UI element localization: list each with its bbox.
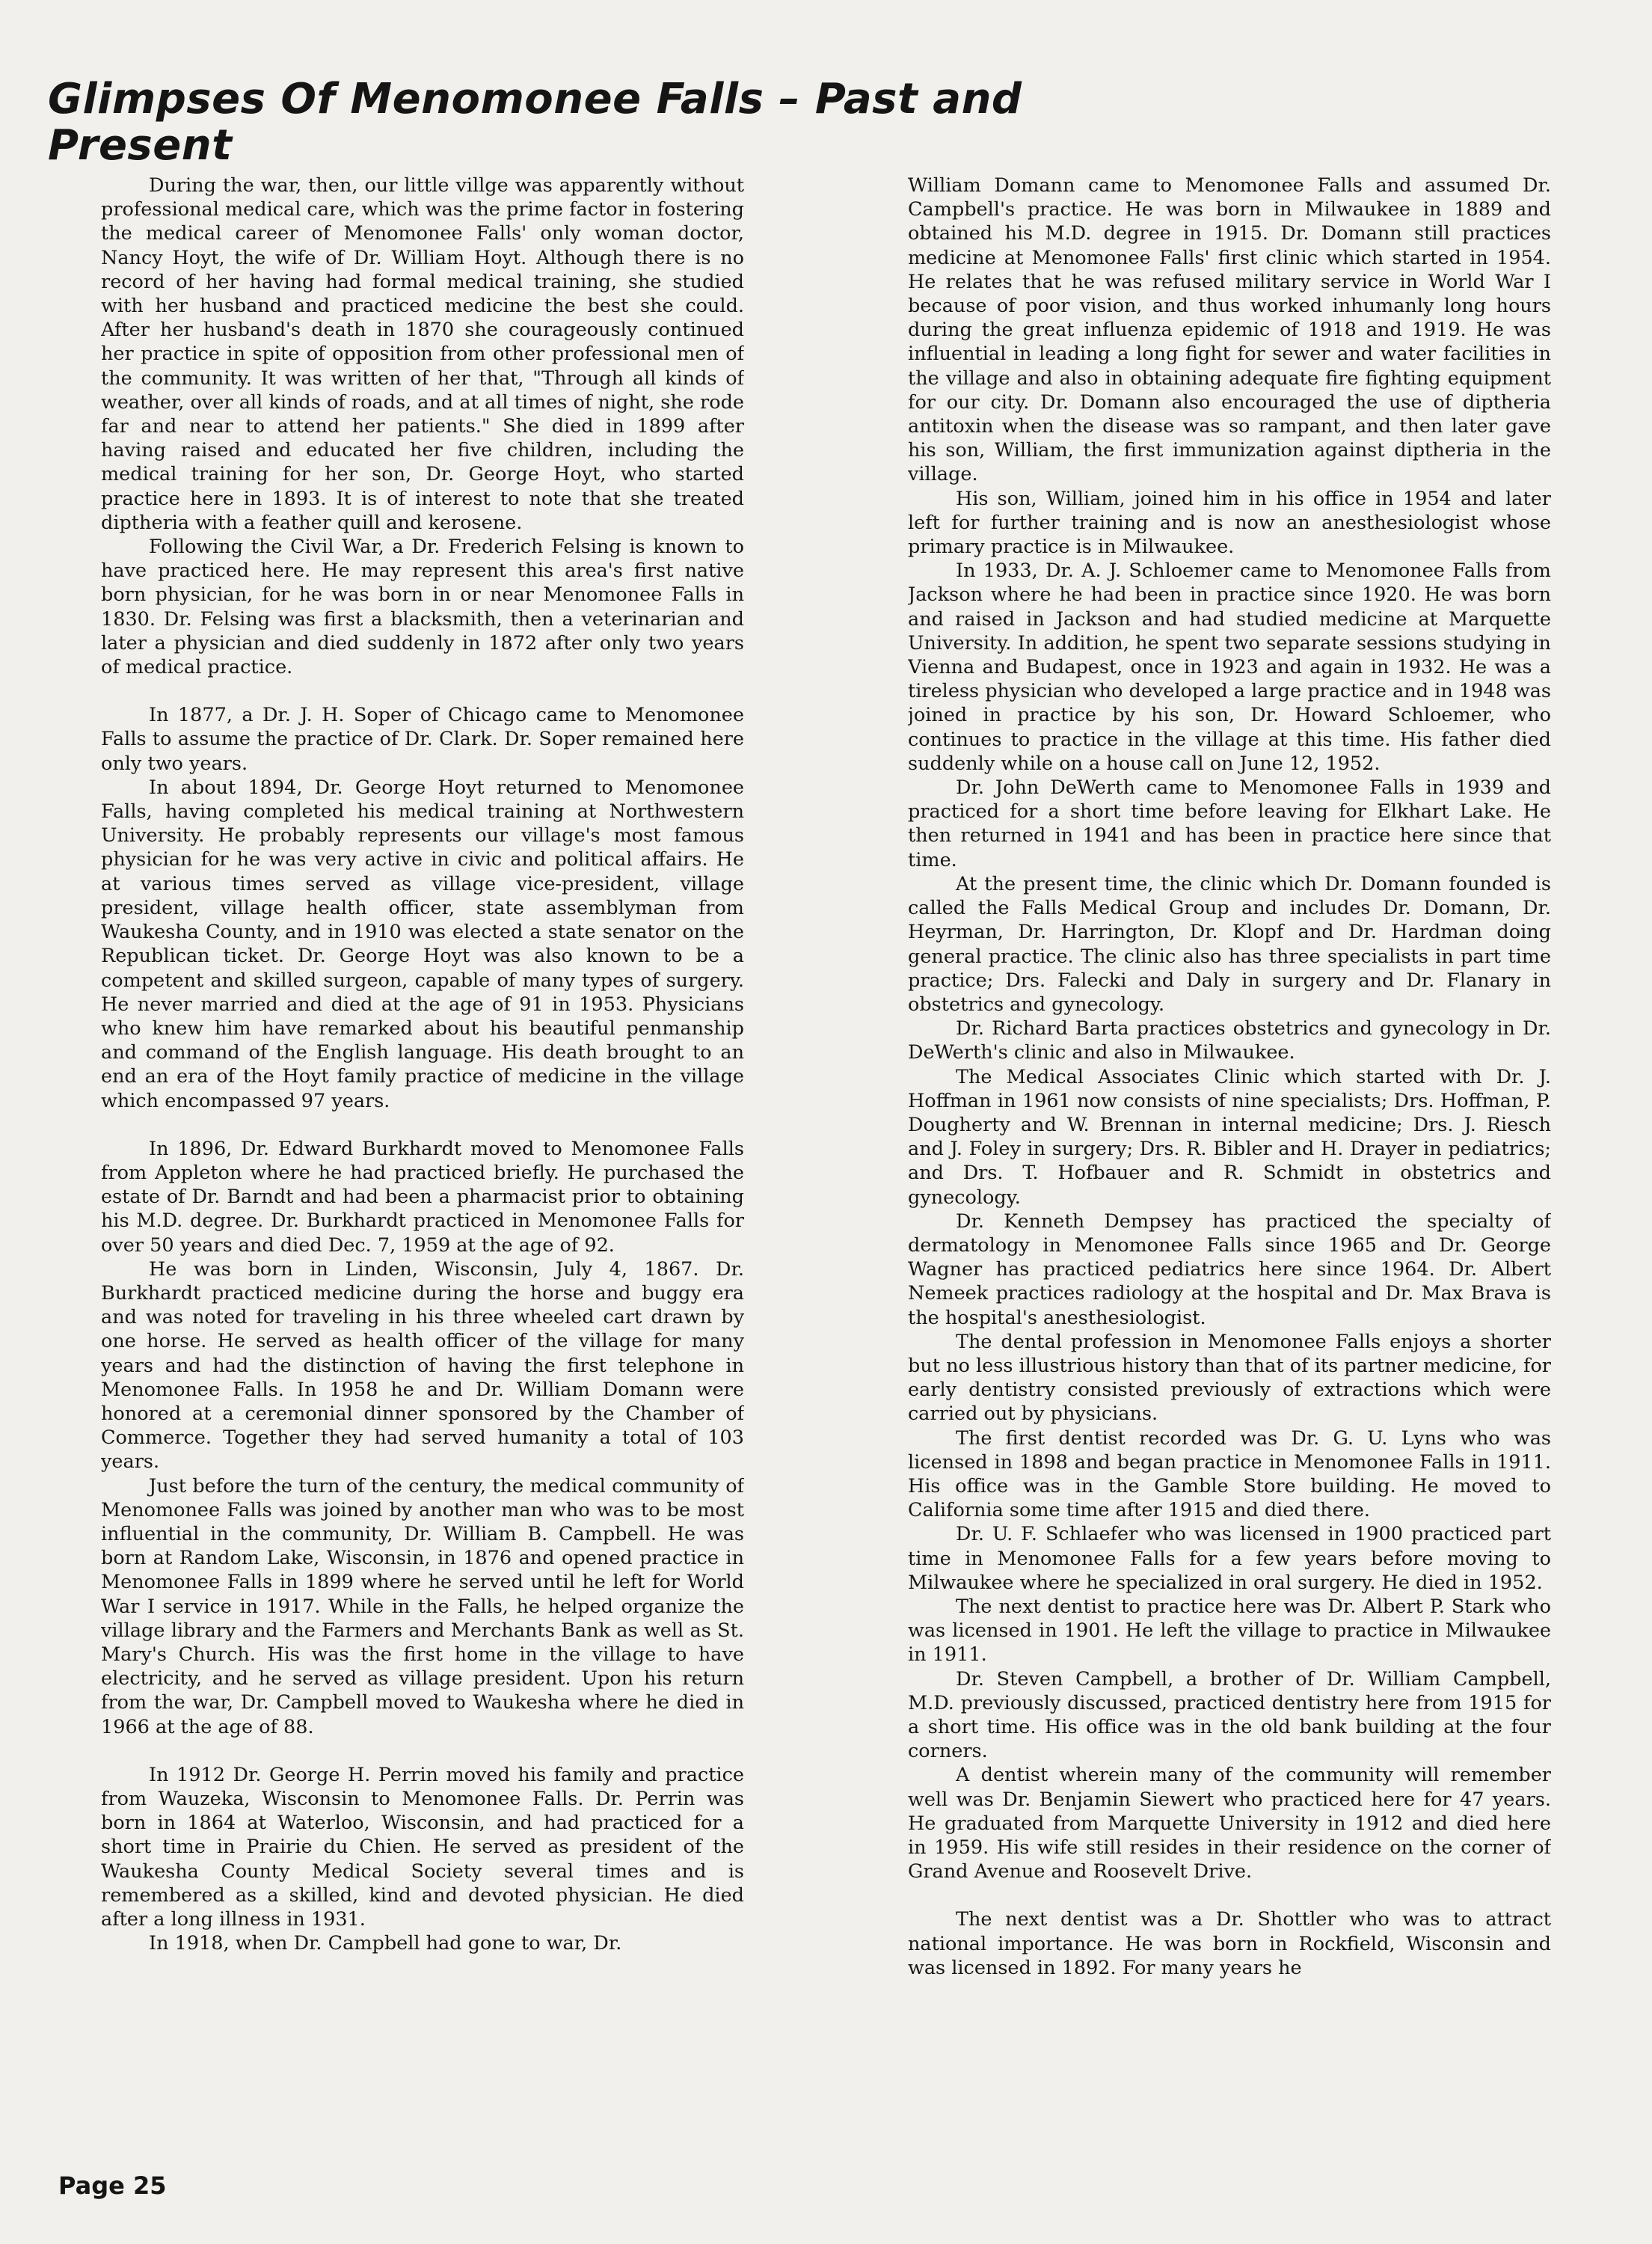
paragraph: The first dentist recorded was Dr. G. U. Lyns who was licensed in 1898 and began practice in Menomonee Falls in 1911. His office was in the Gamble Store building. He moved to California some time after 1915 and died there. xyxy=(908,1426,1551,1522)
paragraph: In 1877, a Dr. J. H. Soper of Chicago came to Menomonee Falls to assume the practice of Dr. Clark. Dr. Soper remained here only two years. xyxy=(101,704,744,775)
paragraph: Dr. Steven Campbell, a brother of Dr. William Campbell, M.D. previously discussed, practiced dentistry here from 1915 for a short time. His office was in the old bank building at the four corners. xyxy=(908,1667,1551,1763)
article-column-left xyxy=(101,174,744,2088)
paragraph: William Domann came to Menomonee Falls and assumed Dr. Campbell's practice. He was born in Milwaukee in 1889 and obtained his M.D. degree in 1915. Dr. Domann still practices medicine at Menomonee Falls' first clinic which started in 1954. He relates that he was refused military service in World War I because of poor vision, and thus worked inhumanly long hours during the great influenza epidemic of 1918 and 1919. He was influential in leading a long fight for sewer and water facilities in the village and also in obtaining adequate fire fighting equipment for our city. Dr. Domann also encouraged the use of diptheria antitoxin when the disease was so rampant, and then later gave his son, William, the first immunization against diptheria in the village. xyxy=(908,174,1551,486)
paragraph: In 1896, Dr. Edward Burkhardt moved to Menomonee Falls from Appleton where he had practiced briefly. He purchased the estate of Dr. Barndt and had been a pharmacist prior to obtaining his M.D. degree. Dr. Burkhardt practiced in Menomonee Falls for over 50 years and died Dec. 7, 1959 at the age of 92. xyxy=(101,1137,744,1257)
paragraph: In 1912 Dr. George H. Perrin moved his family and practice from Wauzeka, Wisconsin to Menomonee Falls. Dr. Perrin was born in 1864 at Waterloo, Wisconsin, and had practiced for a short time in Prairie du Chien. He served as president of the Waukesha County Medical Society several times and is remembered as a skilled, kind and devoted physician. He died after a long illness in 1931. xyxy=(101,1763,744,1931)
paragraph: The dental profession in Menomonee Falls enjoys a shorter but no less illustrious history than that of its partner medicine, for early dentistry consisted previously of extractions which were carried out by physicians. xyxy=(908,1330,1551,1426)
paragraph: In 1918, when Dr. Campbell had gone to war, Dr. xyxy=(149,1932,622,1955)
paragraph: Dr. Richard Barta practices obstetrics and gynecology in Dr. DeWerth's clinic and also in Milwaukee. xyxy=(908,1017,1551,1064)
paragraph: Dr. U. F. Schlaefer who was licensed in 1900 practiced part time in Menomonee Falls for a few years before moving to Milwaukee where he specialized in oral surgery. He died in 1952. xyxy=(908,1523,1551,1594)
paragraph: Just before the turn of the century, the medical community of Menomonee Falls was joined by another man who was to be most influential in the community, Dr. William B. Campbell. He was born at Random Lake, Wisconsin, in 1876 and opened practice in Menomonee Falls in 1899 where he served until he left for World War I service in 1917. While in the Falls, he helped organize the village library and the Farmers and Merchants Bank as well as St. Mary's Church. His was the first home in the village to have electricity, and he served as village president. Upon his return from the war, Dr. Campbell moved to Waukesha where he died in 1966 at the age of 88. xyxy=(101,1474,744,1738)
paragraph: A dentist wherein many of the community will remember well was Dr. Benjamin Siewert who practiced here for 47 years. He graduated from Marquette University in 1912 and died here in 1959. His wife still resides in their residence on the corner of Grand Avenue and Roosevelt Drive. xyxy=(908,1764,1551,1883)
paragraph: In 1933, Dr. A. J. Schloemer came to Menomonee Falls from Jackson where he had been in practice since 1920. He was born and raised in Jackson and had studied medicine at Marquette University. In addition, he spent two separate sessions studying in Vienna and Budapest, once in 1923 and again in 1932. He was a tireless physician who developed a large practice and in 1948 was joined in practice by his son, Dr. Howard Schloemer, who continues to practice in the village at this time. His father died suddenly while on a house call on June 12, 1952. xyxy=(908,560,1551,775)
paragraph: The next dentist to practice here was Dr. Albert P. Stark who was licensed in 1901. He left the village to practice in Milwaukee in 1911. xyxy=(908,1595,1551,1667)
paragraph: Following the Civil War, a Dr. Frederich Felsing is known to have practiced here. He may represent this area's first native born physician, for he was born in or near Menomonee Falls in 1830. Dr. Felsing was first a blacksmith, then a veterinarian and later a physician and died suddenly in 1872 after only two years of medical practice. xyxy=(101,536,744,679)
paragraph: The next dentist was a Dr. Shottler who was to attract national importance. He was born in Rockfield, Wisconsin and was licensed in 1892. For many years he xyxy=(908,1908,1551,1979)
paragraph: Dr. Kenneth Dempsey has practiced the specialty of dermatology in Menomonee Falls since 1965 and Dr. George Wagner has practiced pediatrics here since 1964. Dr. Albert Nemeek practices radiology at the hospital and Dr. Max Brava is the hospital's anesthesiologist. xyxy=(908,1210,1551,1329)
paragraph: He was born in Linden, Wisconsin, July 4, 1867. Dr. Burkhardt practiced medicine during the horse and buggy era and was noted for traveling in his three wheeled cart drawn by one horse. He served as health officer of the village for many years and had the distinction of having the first telephone in Menomonee Falls. In 1958 he and Dr. William Domann were honored at a ceremonial dinner sponsored by the Chamber of Commerce. Together they had served humanity a total of 103 years. xyxy=(101,1257,744,1474)
paragraph: Dr. John DeWerth came to Menomonee Falls in 1939 and practiced for a short time before leaving for Elkhart Lake. He then returned in 1941 and has been in practice here since that time. xyxy=(908,776,1551,871)
page-number: Page 25 xyxy=(58,2171,167,2200)
article-column-right xyxy=(908,174,1551,2088)
paragraph: During the war, then, our little villge was apparently without professional medical care, which was the prime factor in fostering the medical career of Menomonee Falls' only woman doctor, Nancy Hoyt, the wife of Dr. William Hoyt. Although there is no record of her having had formal medical training, she studied with her husband and practiced medicine the best she could. After her husband's death in 1870 she courageously continued her practice in spite of opposition from other professional men of the community. It was written of her that, "Through all kinds of weather, over all kinds of roads, and at all times of night, she rode far and near to attend her patients." She died in 1899 after having raised and educated her five children, including the medical training for her son, Dr. George Hoyt, who started practice here in 1893. It is of interest to note that she treated diptheria with a feather quill and kerosene. xyxy=(101,174,744,534)
paragraph: The Medical Associates Clinic which started with Dr. J. Hoffman in 1961 now consists of nine specialists; Drs. Hoffman, P. Dougherty and W. Brennan in internal medicine; Drs. J. Riesch and J. Foley in surgery; Drs. R. Bibler and H. Drayer in pediatrics; and Drs. T. Hofbauer and R. Schmidt in obstetrics and gynecology. xyxy=(908,1065,1551,1209)
page-title: Glimpses Of Menomonee Falls – Past and Present xyxy=(48,75,1022,170)
paragraph: In about 1894, Dr. George Hoyt returned to Menomonee Falls, having completed his medical training at Northwestern University. He probably represents our village's most famous physician for he was very active in civic and political affairs. He at various times served as village vice-president, village president, village health officer, state assemblyman from Waukesha County, and in 1910 was elected a state senator on the Republican ticket. Dr. George Hoyt was also known to be a competent and skilled surgeon, capable of many types of surgery. He never married and died at the age of 91 in 1953. Physicians who knew him have remarked about his beautiful penmanship and command of the English language. His death brought to an end an era of the Hoyt family practice of medicine in the village which encompassed 97 years. xyxy=(101,776,744,1112)
paragraph: His son, William, joined him in his office in 1954 and later left for further training and is now an anesthesiologist whose primary practice is in Milwaukee. xyxy=(908,487,1551,559)
paragraph: At the present time, the clinic which Dr. Domann founded is called the Falls Medical Group and includes Dr. Domann, Dr. Heyrman, Dr. Harrington, Dr. Klopf and Dr. Hardman doing general practice. The clinic also has three specialists in part time practice; Drs. Falecki and Daly in surgery and Dr. Flanary in obstetrics and gynecology. xyxy=(908,872,1551,1016)
